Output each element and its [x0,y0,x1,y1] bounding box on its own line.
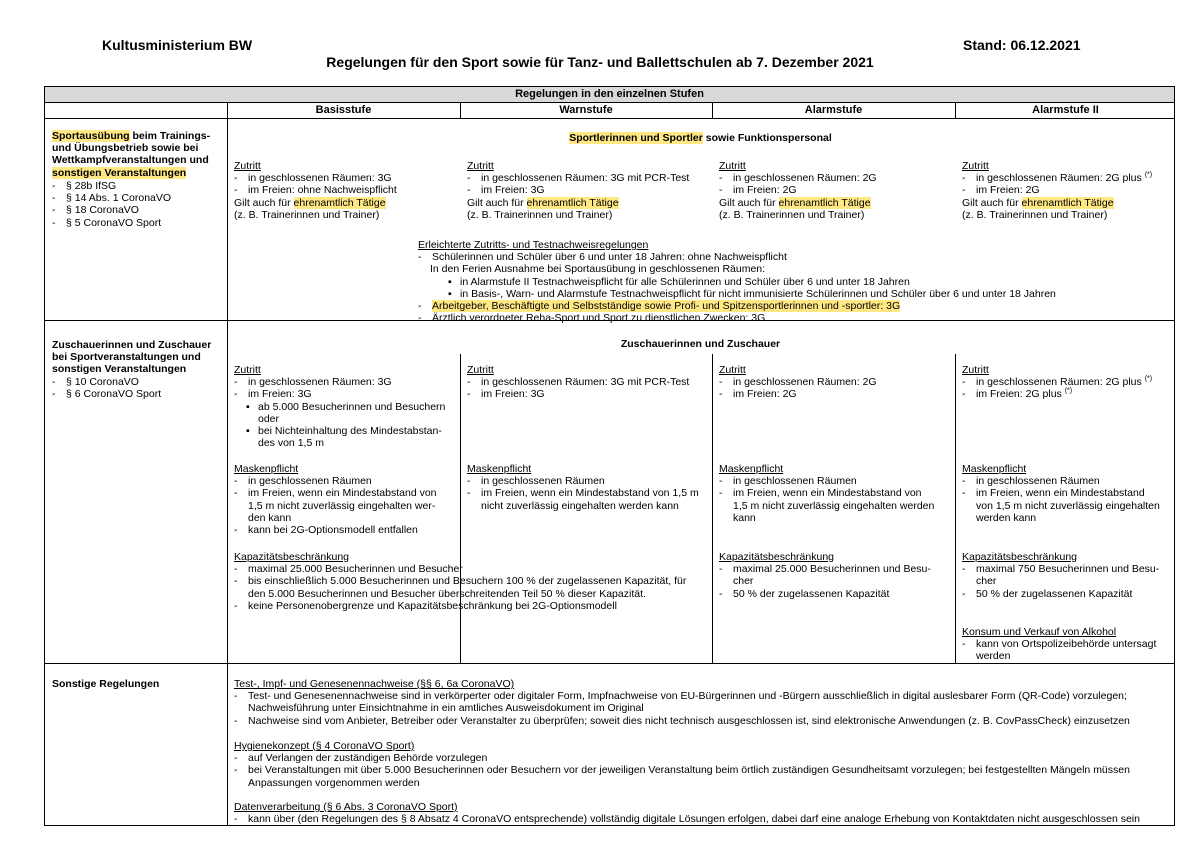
section-spectators-refs: - § 10 CoronaVO - § 6 CoronaVO Sport [52,376,161,400]
spectators-warn-maskenpflicht: Maskenpflicht - in geschlossenen Räumen - im Freien, wenn ein Mindestabstand von 1,5 m nicht zuverlässig eingehalten werden kann [467,463,699,512]
spectators-alarm2-alkohol: Konsum und Verkauf von Alkohol - kann von Ortspolizeibehörde untersagt werden [962,626,1156,663]
spectators-alarm2-maskenpflicht: Maskenpflicht - in geschlossenen Räumen - im Freien, wenn ein Mindestabstand von 1,5 m nicht zuverlässig eingehalten werden kann [962,463,1160,524]
divider [227,102,228,826]
spectators-alarm-kapazitaet: Kapazitätsbeschränkung - maximal 25.000 Besucherinnen und Besu- cher - 50 % der zugelassenen Kapazität [719,551,931,600]
other-nachweise: Test-, Impf- und Genesenennachweise (§§ 6, 6a CoronaVO) - Test- und Genesenennachweise sind in verkörperter oder digitaler Form, Impfnachweise von EU-Bürgerinnen und -Bürgern ausschließlich in digital auslesbarer Form (QR-Code) vorzulegen; Nachweisführung unter Einsichtnahme in ein amtliches Ausweisdokument im Original - Nachweise sind vom Anbieter, Betreiber oder Veranstalter zu überprüfen; soweit dies nicht technisch ausgeschlossen ist, sind elektronische Anwendungen (z. B. CovPassCheck) einzusetzen [234,678,1130,727]
sport-alarm-zutritt: Zutritt - in geschlossenen Räumen: 2G - im Freien: 2G Gilt auch für ehrenamtlich Tätige (z. B. Trainerinnen und Trainer) [719,160,877,221]
spectators-alarm2-kapazitaet: Kapazitätsbeschränkung - maximal 750 Besucherinnen und Besu- cher - 50 % der zugelassenen Kapazität [962,551,1159,600]
section-sport-heading: Sportlerinnen und Sportler sowie Funktionspersonal [569,132,832,144]
spectators-warn-zutritt: Zutritt - in geschlossenen Räumen: 3G mit PCR-Test - im Freien: 3G [467,364,689,401]
sport-basis-zutritt: Zutritt - in geschlossenen Räumen: 3G - im Freien: ohne Nachweispflicht Gilt auch für ehrenamtlich Tätige (z. B. Trainerinnen und Trainer) [234,160,397,221]
section-spectators-heading: Zuschauerinnen und Zuschauer [620,338,781,350]
sport-erleichterungen: Erleichterte Zutritts- und Testnachweisregelungen - Schülerinnen und Schüler über 6 und unter 18 Jahren: ohne Nachweispflicht In den Ferien Ausnahme bei Sportausübung in geschlossenen Räumen: ▪ in Alarmstufe II Testnachweispflicht für alle Schülerinnen und Schüler über 6 und unter 18 Jahren ▪ in Basis-, Warn- und Alarmstufe Testnachweispflicht für nicht immunisierte Schülerinnen und Schüler über 6 und unter 18 Jahren - Arbeitgeber, Beschäftigte und Selbstständige sowie Profi- und Spitzensportlerinnen und -sportler: 3G - Ärztlich verordneter Reha-Sport und Sport zu dienstlichen Zwecken: 3G [418,239,1056,324]
ministry-label: Kultusministerium BW [102,37,253,53]
column-header-alarmstufe: Alarmstufe [804,104,863,116]
column-header-basisstufe: Basisstufe [315,104,372,116]
document-title: Regelungen für den Sport sowie für Tanz- und Ballettschulen ab 7. Dezember 2021 [326,54,874,70]
spectators-basis-warn-kapazitaet: Kapazitätsbeschränkung - maximal 25.000 Besucherinnen und Besucher - bis einschließlich 5.000 Besucherinnen und Besuchern 100 % der zugelassenen Kapazität, für den 5.000 Besucherinnen und Besucher überschreitenden Teil 50 % dieser Kapazität. - keine Personenobergrenze und Kapazitätsbeschränkung bei 2G-Optionsmodell [234,551,686,612]
divider [712,354,713,663]
column-header-alarmstufe-ii: Alarmstufe II [1032,104,1099,116]
spectators-alarm-maskenpflicht: Maskenpflicht - in geschlossenen Räumen - im Freien, wenn ein Mindestabstand von 1,5 m nicht zuverlässig eingehalten werden kann [719,463,934,524]
section-spectators-label: Zuschauerinnen und Zuschauer bei Sportveranstaltungen und sonstigen Veranstaltungen [52,339,212,376]
stages-band-header: Regelungen in den einzelnen Stufen [45,87,1174,102]
divider [45,118,1174,119]
column-header-warnstufe: Warnstufe [559,104,613,116]
sport-alarm2-zutritt: Zutritt - in geschlossenen Räumen: 2G plus (*) - im Freien: 2G Gilt auch für ehrenamtlich Tätige (z. B. Trainerinnen und Trainer) [962,160,1152,221]
spectators-basis-zutritt: Zutritt - in geschlossenen Räumen: 3G - im Freien: 3G ▪ ab 5.000 Besucherinnen und Besuchern oder ▪ bei Nichteinhaltung des Mindestabstan- des von 1,5 m [234,364,445,449]
spectators-alarm2-zutritt: Zutritt - in geschlossenen Räumen: 2G plus (*) - im Freien: 2G plus (*) [962,364,1152,401]
spectators-alarm-zutritt: Zutritt - in geschlossenen Räumen: 2G - im Freien: 2G [719,364,877,401]
divider [955,354,956,663]
divider [45,663,1174,664]
stand-date: Stand: 06.12.2021 [963,37,1081,53]
sport-warn-zutritt: Zutritt - in geschlossenen Räumen: 3G mit PCR-Test - im Freien: 3G Gilt auch für ehrenamtlich Tätige (z. B. Trainerinnen und Trainer) [467,160,689,221]
other-hygienekonzept: Hygienekonzept (§ 4 CoronaVO Sport) - auf Verlangen der zuständigen Behörde vorzulegen - bei Veranstaltungen mit über 5.000 Besucherinnen oder Besuchern vor der jeweiligen Veranstaltung beim örtlich zuständigen Gesundheitsamt vorzulegen; bei festgestellten Mängeln müssen Anpassungen vorgenommen werden [234,740,1130,789]
section-sport-refs: - § 28b IfSG - § 14 Abs. 1 CoronaVO - § 18 CoronaVO - § 5 CoronaVO Sport [52,180,171,229]
section-sport-label: Sportausübung beim Trainings- und Übungsbetrieb sowie bei Wettkampfveranstaltungen und sonstigen Veranstaltungen [52,130,211,179]
spectators-basis-maskenpflicht: Maskenpflicht - in geschlossenen Räumen - im Freien, wenn ein Mindestabstand von 1,5 m nicht zuverlässig eingehalten wer- den kann - kann bei 2G-Optionsmodell entfallen [234,463,437,536]
section-other-label: Sonstige Regelungen [52,678,160,690]
other-datenverarbeitung: Datenverarbeitung (§ 6 Abs. 3 CoronaVO Sport) - kann über (den Regelungen des § 8 Absatz 4 CoronaVO entsprechende) vollständig digitale Lösungen erfolgen, dabei darf eine analoge Erhebung von Kontaktdaten nicht ausgeschlossen sein [234,801,1140,825]
divider [460,354,461,663]
